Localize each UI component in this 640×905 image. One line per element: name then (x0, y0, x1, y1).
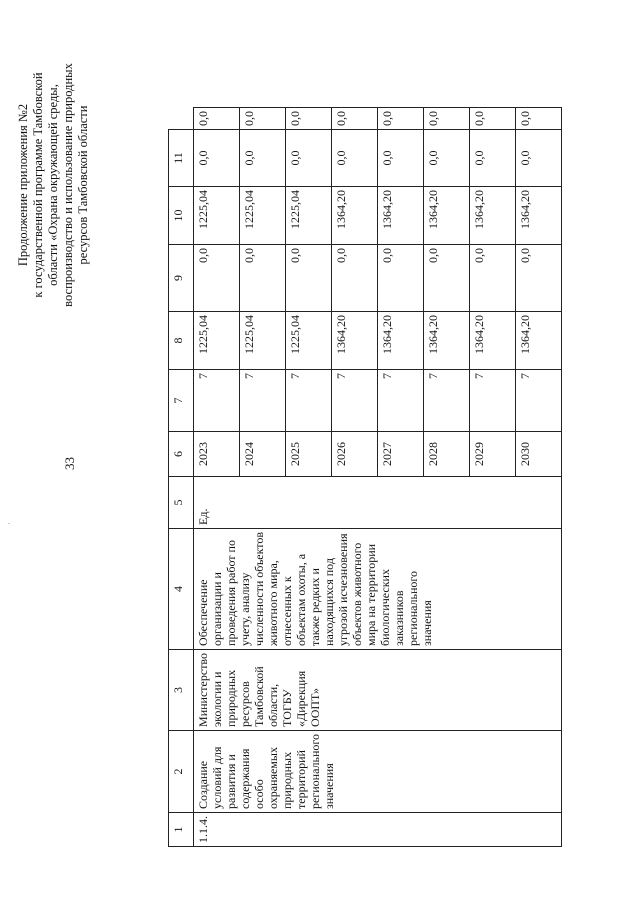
value-cell: 7 (470, 369, 516, 431)
col-header-1: 1 (169, 813, 194, 847)
value-cell: 0,0 (424, 244, 470, 311)
value-cell: 1364,20 (378, 186, 424, 244)
value-cell: 0,0 (194, 129, 240, 186)
value-cell: 1364,20 (516, 186, 562, 244)
header-row (169, 107, 194, 846)
year-cell: 2030 (516, 431, 562, 476)
value-cell: 0,0 (516, 129, 562, 186)
value-cell: 1364,20 (424, 186, 470, 244)
value-cell: 0,0 (470, 244, 516, 311)
value-cell: 0,0 (332, 129, 378, 186)
value-cell: 0,0 (286, 244, 332, 311)
value-cell: 0,0 (516, 107, 562, 129)
value-cell: 0,0 (194, 107, 240, 129)
value-cell: 1225,04 (194, 311, 240, 369)
value-cell: 0,0 (378, 244, 424, 311)
indicator: Обеспечение организации и проведения работ по учету, анализу численности объектов животного мира, отнесенных к объектам охоты, а также редких и находящихся под угрозой исчезновения объектов животного мира на территории биологических заказников регионального значения (194, 528, 562, 649)
col-header-2: 2 (169, 730, 194, 812)
value-cell: 0,0 (424, 107, 470, 129)
value-cell: 1364,20 (516, 311, 562, 369)
heading-line: воспроизводство и использование природных (61, 63, 75, 307)
value-cell: 1364,20 (378, 311, 424, 369)
value-cell: 0,0 (424, 129, 470, 186)
value-cell: 7 (240, 369, 286, 431)
unit: Ед. (194, 476, 562, 528)
year-cell: 2028 (424, 431, 470, 476)
col-header-10: 10 (169, 186, 194, 244)
value-cell: 1225,04 (240, 186, 286, 244)
value-cell: 7 (286, 369, 332, 431)
value-cell: 1364,20 (332, 186, 378, 244)
heading-line: области «Охрана окружающей среды, (46, 84, 60, 286)
value-cell: 7 (332, 369, 378, 431)
value-cell: 0,0 (240, 107, 286, 129)
year-cell: 2027 (378, 431, 424, 476)
year-cell: 2026 (332, 431, 378, 476)
value-cell: 0,0 (470, 107, 516, 129)
value-cell: 7 (424, 369, 470, 431)
year-cell: 2023 (194, 431, 240, 476)
year-cell: 2025 (286, 431, 332, 476)
heading-line: ресурсов Тамбовской области (76, 105, 90, 265)
value-cell: 0,0 (194, 244, 240, 311)
value-cell: 0,0 (286, 129, 332, 186)
col-header-9: 9 (169, 244, 194, 311)
year-cell: 2024 (240, 431, 286, 476)
value-cell: 1364,20 (470, 186, 516, 244)
value-cell: 0,0 (332, 107, 378, 129)
item-name: Создание условий для развития и содержания особо охраняемых природных территорий регионального значения (194, 730, 562, 812)
col-header-6: 6 (169, 431, 194, 476)
value-cell: 7 (378, 369, 424, 431)
value-cell: 1225,04 (240, 311, 286, 369)
value-cell: 7 (516, 369, 562, 431)
value-cell: 0,0 (286, 107, 332, 129)
executor: Министерство экологии и природных ресурсов Тамбовской области, ТОГБУ «Дирекция ООПТ» (194, 649, 562, 730)
heading-line: к государственной программе Тамбовской (31, 72, 45, 298)
value-cell: 1364,20 (424, 311, 470, 369)
value-cell: 7 (194, 369, 240, 431)
value-cell: 0,0 (240, 244, 286, 311)
col-header-8: 8 (169, 311, 194, 369)
heading-line: Продолжение приложения №2 (16, 103, 30, 267)
value-cell: 1364,20 (332, 311, 378, 369)
col-header-5: 5 (169, 476, 194, 528)
page-number: 33 (62, 457, 77, 470)
col-header-4: 4 (169, 528, 194, 649)
value-cell: 1225,04 (194, 186, 240, 244)
year-cell: 2029 (470, 431, 516, 476)
col-header-3: 3 (169, 649, 194, 730)
value-cell: 0,0 (470, 129, 516, 186)
value-cell: 1225,04 (286, 311, 332, 369)
value-cell: 0,0 (378, 107, 424, 129)
value-cell: 0,0 (378, 129, 424, 186)
scan-edge-mark: · (4, 522, 14, 525)
value-cell: 0,0 (332, 244, 378, 311)
value-cell: 1364,20 (470, 311, 516, 369)
value-cell: 0,0 (240, 129, 286, 186)
value-cell: 0,0 (516, 244, 562, 311)
value-cell: 1225,04 (286, 186, 332, 244)
program-table (168, 107, 562, 847)
col-header-7: 7 (169, 369, 194, 431)
table-row (194, 107, 240, 846)
col-header-11: 11 (169, 129, 194, 186)
document-heading (16, 25, 91, 345)
item-number: 1.1.4. (194, 813, 562, 847)
